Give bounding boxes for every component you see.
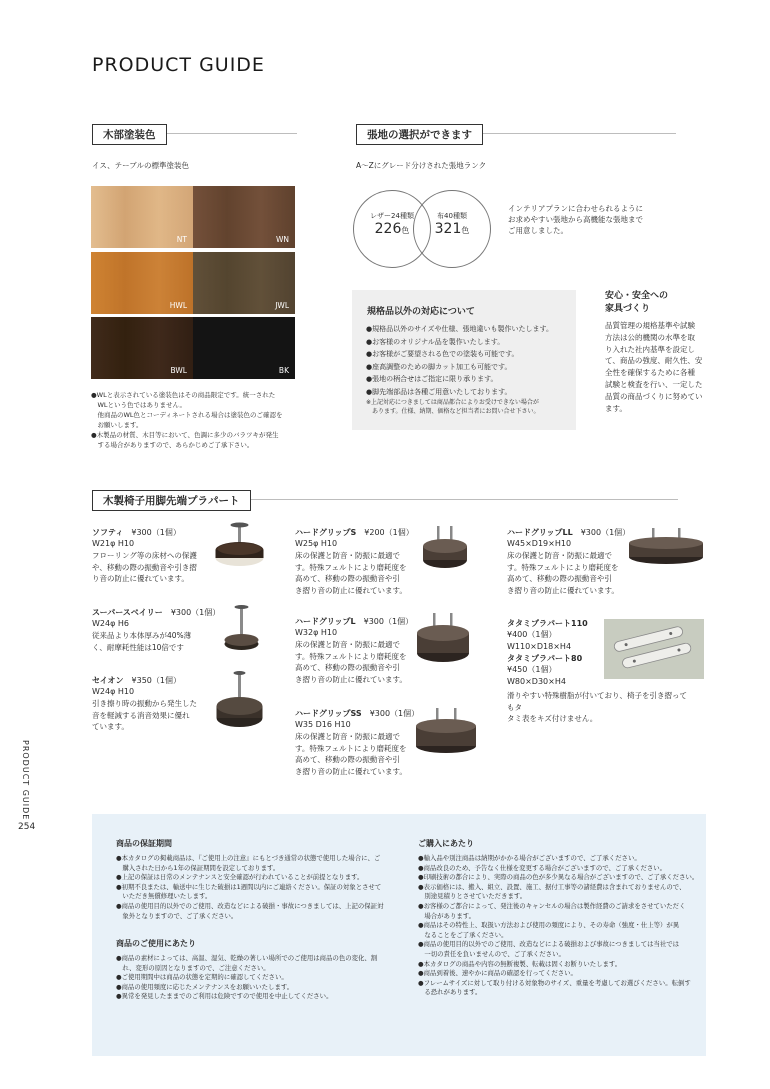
super-subeily-glide-image — [220, 604, 264, 654]
guarantee-title: 商品の保証期間 — [116, 839, 172, 848]
product-super-subeily: スーパースベイリー ¥300（1個） W24φ H6 従来品より本体厚みが40%薄 く、耐摩耗性能は10倍です — [92, 608, 221, 652]
safety-body: 品質管理の規格基準や試験 方法は公的機関の水準を取 り入れた社内基準を設定し て、商品の強度、耐久性、安 全性を確保するために各種 試験と検査を行い、一定した 品質の商品づくりに努めてい ます。 — [605, 321, 703, 413]
page-title: PRODUCT GUIDE — [92, 54, 265, 76]
swatch-code: HWL — [169, 301, 187, 310]
product-hard-grip-s: ハードグリップS ¥200（1個） W25φ H10 床の保護と防音・防振に最適で す。特殊フェルトにより磨耗度を 高めて、移動の際の振動音や引 き摺り音の防止に優れています。 — [295, 528, 414, 595]
hard-grip-s-image — [418, 524, 472, 570]
info-box — [92, 814, 706, 1056]
swatch-code: JWL — [275, 301, 289, 310]
custom-list: ●規格品以外のサイズや仕様、張地違いも製作いたします。 ●お客様のオリジナル品を製作いたします。 ●お客様がご要望される色での塗装も可能です。 ●座高調整のための脚カット加工も可能です。 ●張地の柄合せはご指定に限り承ります。 ●脚先端部品は各種ご用意いたしております。 — [366, 325, 553, 396]
note-line: ●木製品の材質、木目等において、色調に多少のバラツキが発生 — [91, 431, 279, 439]
wood-subtitle: イス、テーブルの標準塗装色 — [92, 161, 189, 170]
page-number: 254 — [18, 822, 36, 832]
wood-notes — [91, 390, 301, 450]
product-hard-grip-ss: ハードグリップSS ¥300（1個） W35 D16 H10 床の保護と防音・防振に最適で す。特殊フェルトにより磨耗度を 高めて、移動の際の振動音や引 き摺り音の防止に優れています。 — [295, 709, 420, 776]
product-hard-grip-l: ハードグリップL ¥300（1個） W32φ H10 床の保護と防音・防振に最適で す。特殊フェルトにより磨耗度を 高めて、移動の際の振動音や引 き摺り音の防止に優れています。 — [295, 617, 414, 684]
guarantee-list: ●本カタログの掲載商品は、『ご使用上の注意』にもとづき通常の状態で使用した場合に、ご 購入された日から1年の保証期間を設定しております。 ●上記の保証は日常のメンテナンスと安全確認が行われていることが前提となります。 ●初期不良または、輸送中に生じた破損は1週間以内にご連絡ください。保証の対象とさせて いただき無償修理いたします。 ●商品の使用目的以外でのご使用、改造などによる破損・事故につきましては、上記の保証対 象外となりますので、ご了承ください。 — [116, 854, 384, 920]
fabric-section-label: 張地の選択ができます — [356, 124, 483, 145]
hard-grip-l-image — [413, 611, 473, 665]
swatch-bk — [193, 317, 295, 379]
hard-grip-ss-image — [412, 706, 480, 756]
swatch-code: BWL — [170, 366, 187, 375]
fabric-description: インテリアプランに合わせられるように お求めやすい張地から高機能な張地まで ご用意しました。 — [508, 204, 643, 235]
custom-order-box — [352, 290, 576, 430]
note-line: WLという色ではありません。 — [91, 401, 186, 409]
swatch-code: BK — [278, 366, 289, 375]
note-line: お願いします。 — [91, 421, 143, 429]
cloth-label: 布40種類 — [437, 212, 467, 220]
swatch-nt — [91, 186, 193, 248]
safety-title: 安心・安全への 家具づくり — [605, 291, 669, 314]
leather-count: 226色 — [374, 221, 410, 237]
swatch-wn — [193, 186, 295, 248]
note-line: する場合がありますので、あらかじめご了承下さい。 — [91, 441, 254, 449]
swatch-bwl — [91, 317, 193, 379]
cloth-count: 321色 — [434, 221, 470, 237]
usage-title: 商品のご使用にあたり — [116, 939, 196, 948]
softy-glide-image — [214, 522, 266, 570]
seion-glide-image — [214, 670, 266, 732]
product-tatami-parts: タタミプラパート110 ¥400（1個） W110×D18×H4 タタミプラパート80 ¥450（1個） W80×D30×H4 滑りやすい特殊樹脂が付いており、椅子を引き摺ってもタ タミ表をキズ付けません。 — [507, 619, 687, 723]
side-label: PRODUCT GUIDE — [21, 740, 30, 821]
product-hard-grip-ll: ハードグリップLL ¥300（1個） W45×D19×H10 床の保護と防音・防振に最適で す。特殊フェルトにより磨耗度を 高めて、移動の際の振動音や引 き摺り音の防止に優れています。 — [507, 528, 631, 595]
cloth-circle — [413, 190, 491, 268]
hard-grip-ll-image — [626, 526, 706, 570]
product-seion: セイオン ¥350（1個） W24φ H10 引き擦り時の振動から発生した 音を軽減する消音効果に優れ ています。 — [92, 676, 197, 731]
note-line: ●WLと表示されている塗装色はその商品限定です。統一された — [91, 391, 276, 399]
note-line: 他商品のWL色とコーディネートされる場合は塗装色のご確認を — [91, 411, 283, 419]
custom-notes: ※上記対応につきましては商品都合によりお受けできない場合が あります。仕様、納期、価格など担当者にお問い合せ下さい。 — [366, 399, 540, 415]
swatch-jwl — [193, 252, 295, 314]
usage-list: ●商品の素材によっては、高温、湿気、乾燥の著しい場所でのご使用は商品の色の変化、割 れ、変形の原因となりますので、ご注意ください。 ●ご使用期間中は商品の状態を定期的に確認してください。 ●商品の使用頻度に応じたメンテナンスをお願いいたします。 ●異常を発見したままでのご利用は危険ですので使用を中止してください。 — [116, 954, 378, 1001]
swatch-code: WN — [275, 235, 289, 244]
leather-label: レザー24種類 — [370, 212, 414, 220]
swatch-code: NT — [176, 235, 187, 244]
purchase-list: ●輸入品や別注商品は納期がかかる場合がございますので、ご了承ください。 ●商品改良のため、予告なく仕様を変更する場合がございますので、ご了承ください。 ●印刷技術の都合により、実際の商品の色が多少異なる場合がございますので、ご了承ください。 ●表示価格には、搬入、組立、設置、施工、据付工事等の諸経費は含まれておりませんので、 別途見積りとさせていただきます。 ●お客様のご都合によって、発注後のキャンセルの場合は製作経費のご請求をさせていただく 場合があります。 ●商品はその特性上、取扱い方法および使用の頻度により、その寿命（強度・仕上等）が異 なることをご了承ください。 ●商品の使用目的以外でのご使用、改造などによる破損および事故につきましては当社では 一切の責任を負いませんので、ご了承ください。 ●本カタログの商品や内容の無断複製、転載は固くお断りいたします。 ●商品到着後、速やかに商品の確認を行ってください。 ●フレームサイズに対して取り付ける対象物のサイズ、重量を考慮してお選びください。転倒す る恐れがあります。 — [418, 854, 699, 997]
product-softy: ソフティ ¥300（1個） W21φ H10 フローリング等の床材への保護 や、移動の際の振動音や引き摺 り音の防止に優れています。 — [92, 528, 197, 583]
fabric-subtitle: A〜Zにグレード分けされた張地ランク — [356, 161, 487, 170]
tatami-parts-image — [604, 619, 704, 679]
purchase-title: ご購入にあたり — [418, 839, 474, 848]
glides-section-label: 木製椅子用脚先端プラパート — [92, 490, 251, 511]
wood-section-label: 木部塗装色 — [92, 124, 167, 145]
swatch-hwl — [91, 252, 193, 314]
custom-title: 規格品以外の対応について — [367, 307, 475, 317]
